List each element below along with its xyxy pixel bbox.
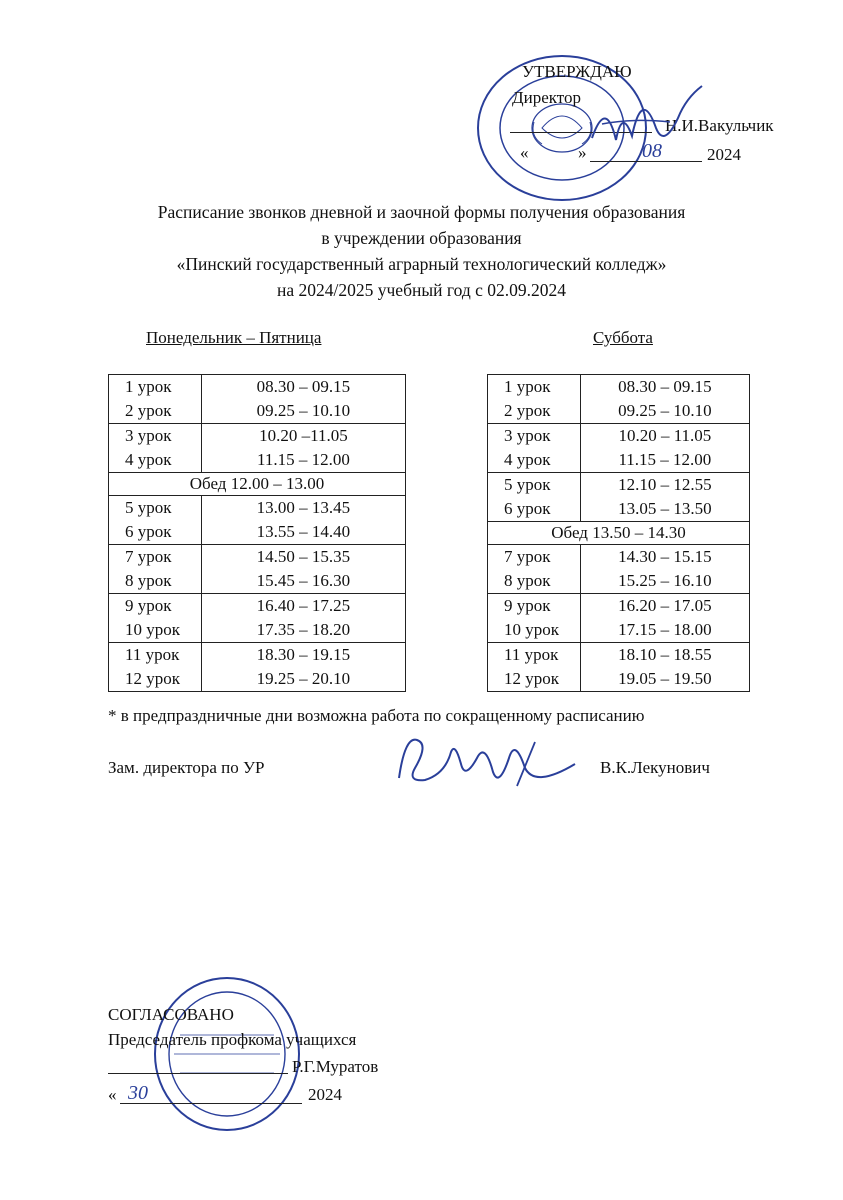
lesson-label: 10 урок xyxy=(125,620,181,639)
date-open-quote: « xyxy=(520,143,529,162)
lesson-cell xyxy=(488,594,581,643)
time-cell xyxy=(580,643,749,692)
lunch-break-cell: Обед 12.00 – 13.00 xyxy=(109,473,406,496)
lesson-cell xyxy=(488,545,581,594)
table-row xyxy=(109,473,406,496)
time-range: 13.05 – 13.50 xyxy=(618,499,712,518)
time-range: 11.15 – 12.00 xyxy=(618,450,712,469)
time-range: 18.30 – 19.15 xyxy=(256,645,351,664)
time-cell xyxy=(580,545,749,594)
director-name: Н.И.Вакульчик xyxy=(665,116,774,135)
lesson-cell xyxy=(109,545,202,594)
time-cell xyxy=(201,375,405,424)
table-row xyxy=(488,473,750,522)
lesson-cell xyxy=(109,643,202,692)
table-row xyxy=(109,643,406,692)
time-range: 18.10 – 18.55 xyxy=(618,645,712,664)
deputy-position: Зам. директора по УР xyxy=(108,758,265,777)
union-chair-name: Р.Г.Муратов xyxy=(292,1057,379,1076)
time-cell xyxy=(580,375,749,424)
lesson-label: 4 урок xyxy=(504,450,551,469)
lesson-label: 1 урок xyxy=(504,377,551,396)
table-row xyxy=(109,496,406,545)
time-range: 19.25 – 20.10 xyxy=(256,669,351,688)
time-range: 15.45 – 16.30 xyxy=(256,571,351,590)
director-position: Директор xyxy=(512,88,581,107)
deputy-name: В.К.Лекунович xyxy=(600,758,710,777)
lesson-label: 2 урок xyxy=(125,401,172,420)
time-range: 08.30 – 09.15 xyxy=(256,377,351,396)
union-signature-line xyxy=(108,1073,288,1074)
time-range: 09.25 – 10.10 xyxy=(256,401,351,420)
weekdays-schedule-table xyxy=(108,374,406,692)
table-row xyxy=(109,594,406,643)
lesson-label: 10 урок xyxy=(504,620,560,639)
saturday-schedule-table xyxy=(487,374,750,692)
footnote: * в предпраздничные дни возможна работа по сокращенному расписанию xyxy=(108,706,645,725)
lesson-label: 3 урок xyxy=(125,426,172,445)
lesson-label: 7 урок xyxy=(125,547,172,566)
table-row xyxy=(109,545,406,594)
lesson-cell xyxy=(488,643,581,692)
union-date-open-quote: « xyxy=(108,1085,117,1104)
title-line-1: Расписание звонков дневной и заочной формы получения образования xyxy=(157,202,686,222)
lesson-label: 9 урок xyxy=(504,596,551,615)
time-range: 15.25 – 16.10 xyxy=(618,571,712,590)
lesson-label: 7 урок xyxy=(504,547,551,566)
table-row xyxy=(488,522,750,545)
lesson-cell xyxy=(488,375,581,424)
approve-label: УТВЕРЖДАЮ xyxy=(522,62,632,81)
time-cell xyxy=(580,424,749,473)
time-cell xyxy=(201,545,405,594)
deputy-signature xyxy=(385,728,585,798)
lesson-cell xyxy=(109,496,202,545)
lesson-label: 12 урок xyxy=(125,669,181,688)
date-line xyxy=(590,161,702,162)
time-cell xyxy=(201,496,405,545)
table-row xyxy=(488,643,750,692)
time-range: 14.30 – 15.15 xyxy=(618,547,712,566)
lesson-label: 6 урок xyxy=(125,522,172,541)
weekdays-heading: Понедельник – Пятница xyxy=(146,328,322,347)
title-line-3: «Пинский государственный аграрный технологический колледж» xyxy=(176,254,667,274)
time-cell xyxy=(580,473,749,522)
table-row xyxy=(109,375,406,424)
time-cell xyxy=(201,594,405,643)
lesson-cell xyxy=(488,473,581,522)
time-range: 17.15 – 18.00 xyxy=(618,620,712,639)
trade-union-round-stamp xyxy=(152,975,302,1133)
lesson-cell xyxy=(109,375,202,424)
date-month-handwritten: 08 xyxy=(642,140,662,162)
time-range: 09.25 – 10.10 xyxy=(618,401,712,420)
table-row xyxy=(488,375,750,424)
saturday-heading: Суббота xyxy=(593,328,653,347)
lesson-cell xyxy=(109,424,202,473)
time-range: 19.05 – 19.50 xyxy=(618,669,712,688)
time-range: 12.10 – 12.55 xyxy=(618,475,712,494)
lesson-label: 3 урок xyxy=(504,426,551,445)
approval-year: 2024 xyxy=(707,145,741,164)
lesson-label: 5 урок xyxy=(125,498,172,517)
title-line-4: на 2024/2025 учебный год с 02.09.2024 xyxy=(277,280,566,300)
title-line-2: в учреждении образования xyxy=(321,228,522,248)
time-range: 13.00 – 13.45 xyxy=(256,498,351,517)
lesson-label: 8 урок xyxy=(504,571,551,590)
union-date-line xyxy=(120,1103,302,1104)
table-row xyxy=(488,545,750,594)
time-range: 10.20 – 11.05 xyxy=(618,426,712,445)
agreed-heading: СОГЛАСОВАНО xyxy=(108,1005,234,1024)
table-row xyxy=(488,424,750,473)
lesson-label: 11 урок xyxy=(504,645,559,664)
time-range: 11.15 – 12.00 xyxy=(256,450,350,469)
lesson-label: 4 урок xyxy=(125,450,172,469)
table-row xyxy=(488,594,750,643)
time-range: 13.55 – 14.40 xyxy=(256,522,351,541)
lesson-label: 8 урок xyxy=(125,571,172,590)
director-signature-line xyxy=(510,132,652,133)
time-range: 08.30 – 09.15 xyxy=(618,377,712,396)
time-range: 10.20 –11.05 xyxy=(259,426,348,445)
date-close-quote: » xyxy=(578,143,587,162)
union-date-handwritten: 30 xyxy=(128,1082,148,1104)
lesson-label: 11 урок xyxy=(125,645,180,664)
lesson-cell xyxy=(109,594,202,643)
time-range: 17.35 – 18.20 xyxy=(256,620,351,639)
time-cell xyxy=(201,424,405,473)
lunch-break-cell: Обед 13.50 – 14.30 xyxy=(488,522,750,545)
time-range: 14.50 – 15.35 xyxy=(256,547,351,566)
lesson-label: 1 урок xyxy=(125,377,172,396)
union-chair-position: Председатель профкома учащихся xyxy=(108,1030,357,1049)
time-range: 16.20 – 17.05 xyxy=(618,596,712,615)
lesson-label: 6 урок xyxy=(504,499,551,518)
time-range: 16.40 – 17.25 xyxy=(256,596,351,615)
lesson-cell xyxy=(488,424,581,473)
lesson-label: 12 урок xyxy=(504,669,560,688)
time-cell xyxy=(201,643,405,692)
lesson-label: 5 урок xyxy=(504,475,551,494)
time-cell xyxy=(580,594,749,643)
table-row xyxy=(109,424,406,473)
lesson-label: 2 урок xyxy=(504,401,551,420)
lesson-label: 9 урок xyxy=(125,596,172,615)
union-year: 2024 xyxy=(308,1085,342,1104)
